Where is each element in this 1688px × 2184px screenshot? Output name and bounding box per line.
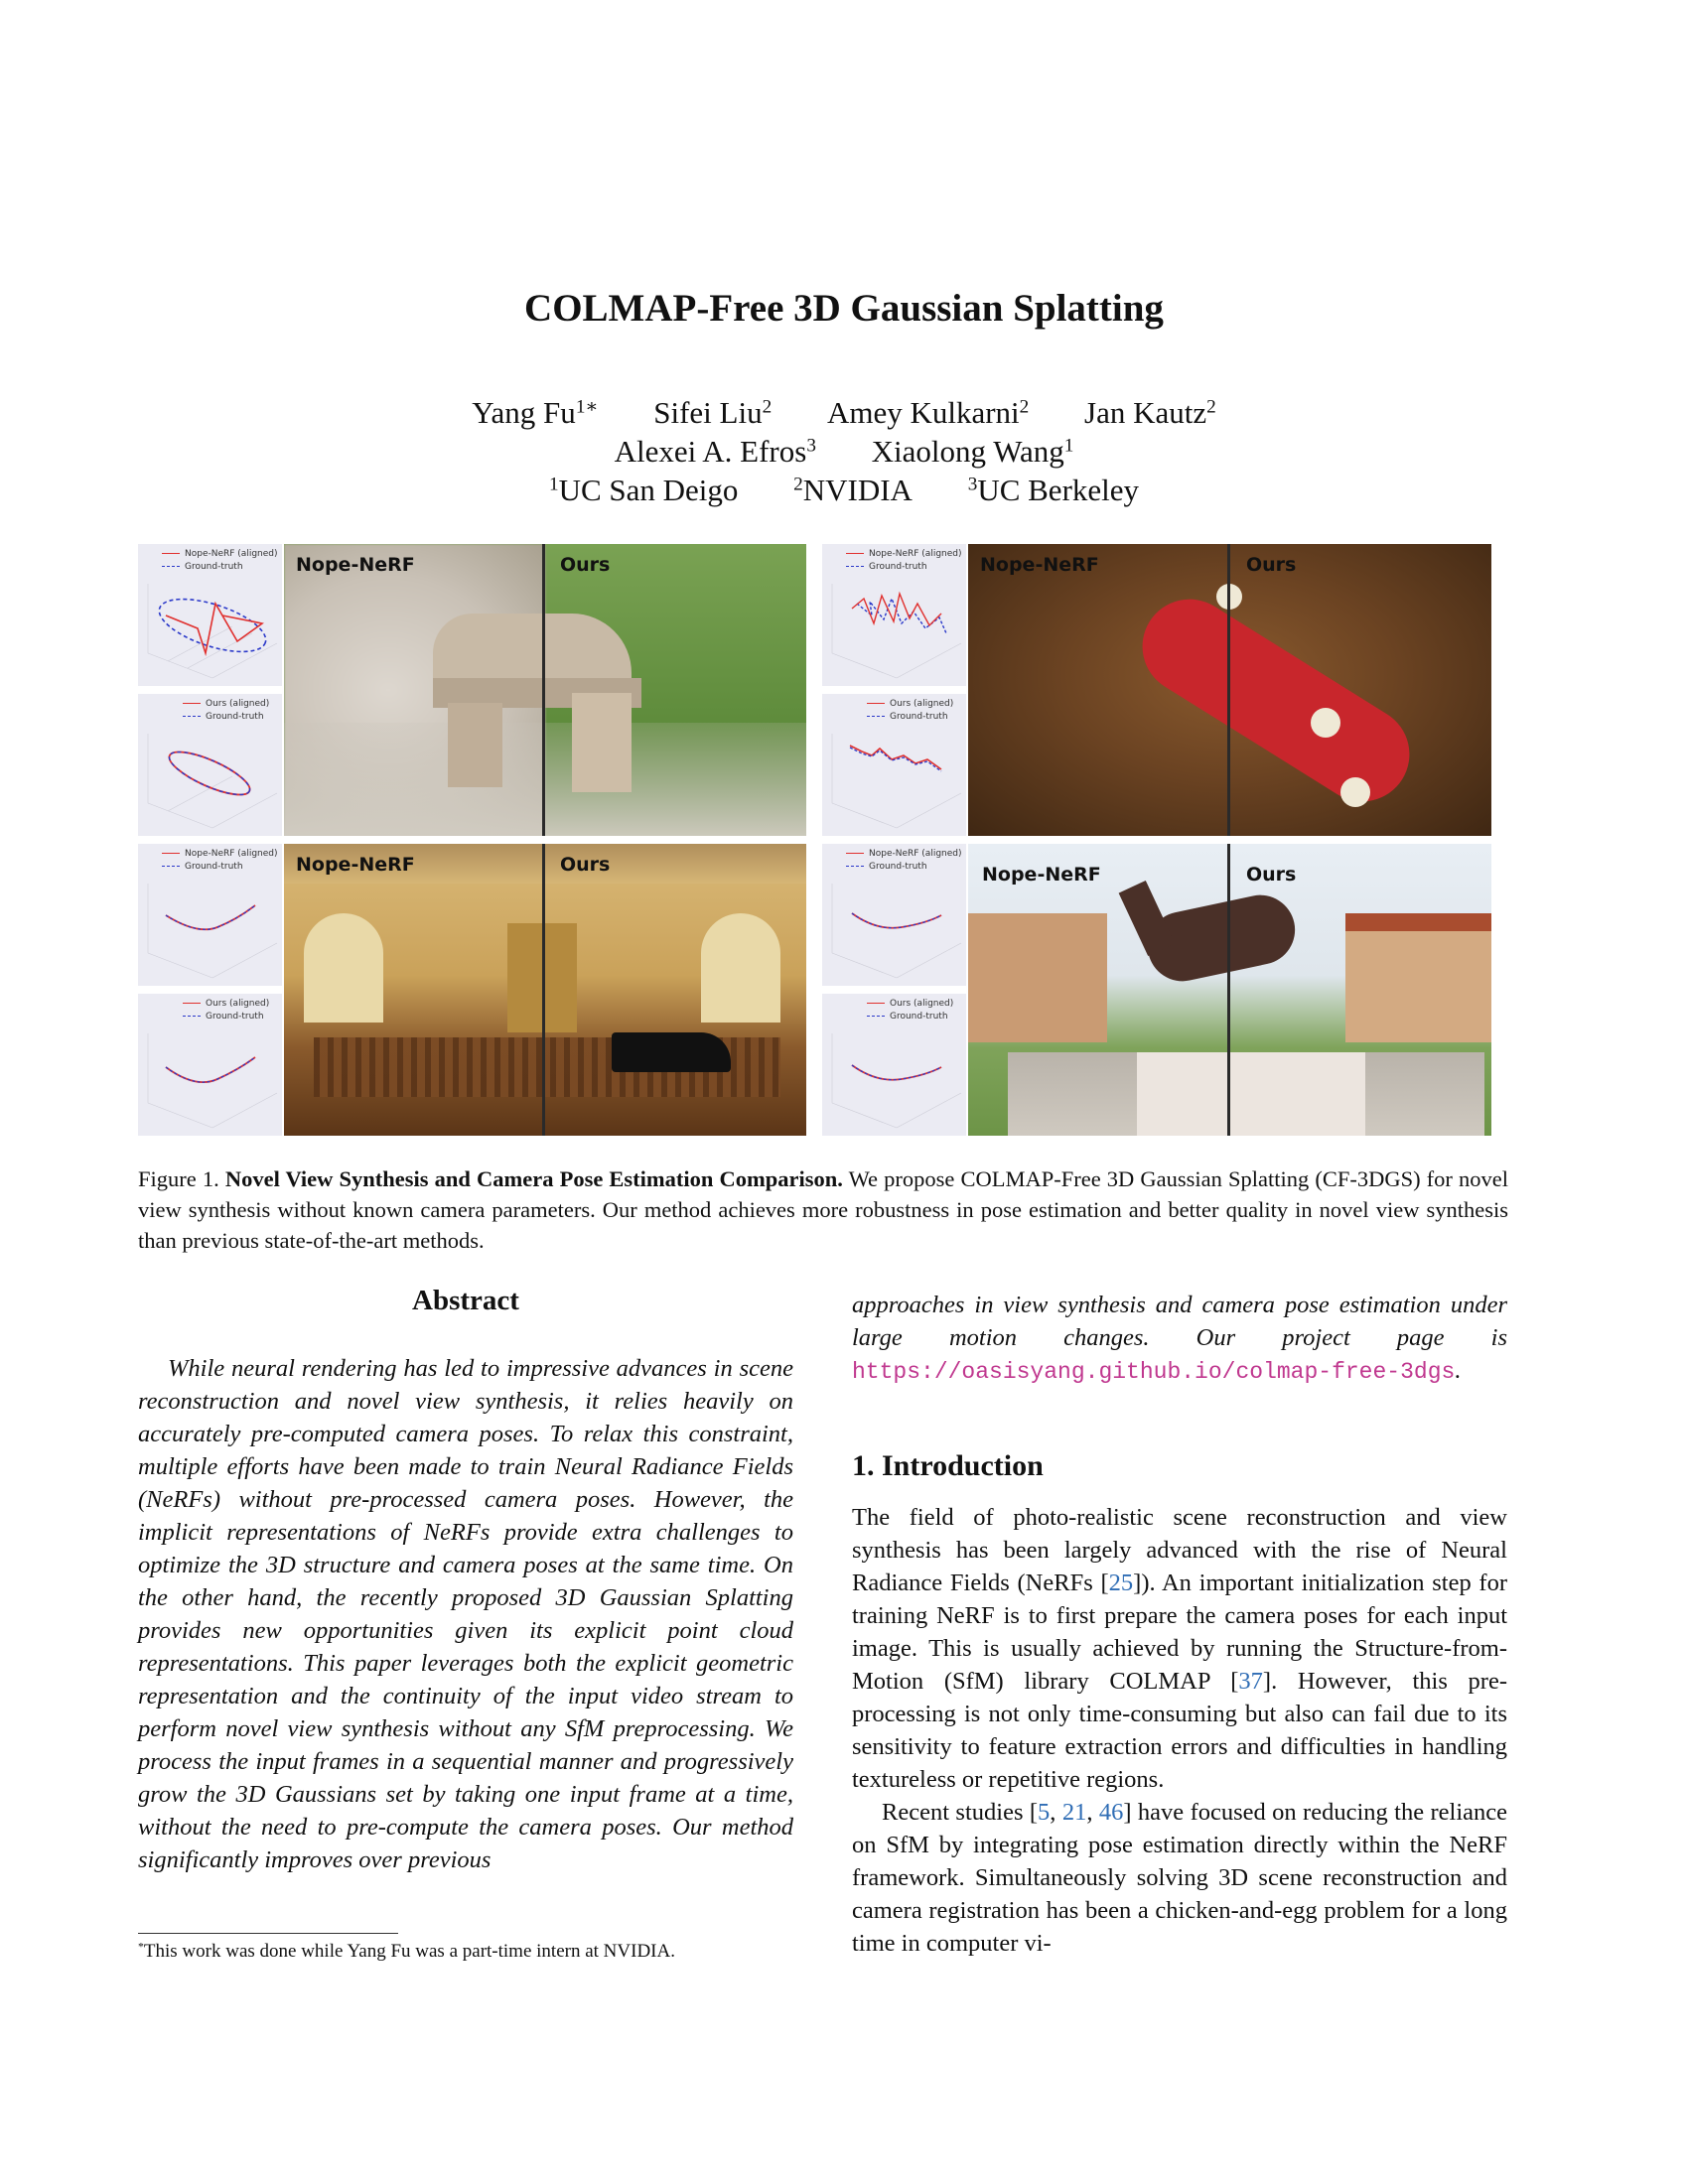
- pose-trajectory-plot: Ours (aligned) Ground-truth: [822, 994, 966, 1136]
- pose-trajectory-plot: Ours (aligned) Ground-truth: [138, 694, 282, 836]
- citation-link[interactable]: 5: [1038, 1799, 1051, 1826]
- citation-link[interactable]: 37: [1238, 1668, 1263, 1695]
- citation-link[interactable]: 46: [1098, 1799, 1124, 1826]
- author-list-row-1: [0, 395, 1688, 431]
- footnote: *This work was done while Yang Fu was a part-time intern at NVIDIA.: [138, 1940, 675, 1962]
- method-label-left: Nope-NeRF: [296, 854, 415, 876]
- method-label-left: Nope-NeRF: [980, 554, 1099, 576]
- method-label-left: Nope-NeRF: [982, 864, 1101, 886]
- figure-caption: Figure 1. Novel View Synthesis and Camera Pose Estimation Comparison. We propose COLMAP-Free 3D Gaussian Splatting (CF-3DGS) for novel view synthesis without known camera parameters. Our method achieves more robustness in pose estimation and better quality in novel view synthesis than previous state-of-the-art methods.: [138, 1166, 1509, 1253]
- church-scene-image: [284, 844, 806, 1136]
- affiliation: $^2$NVIDIA: [793, 473, 913, 507]
- pose-trajectory-plot: Nope-NeRF (aligned) Ground-truth: [822, 544, 966, 686]
- pose-trajectory-plot: Nope-NeRF (aligned) Ground-truth: [138, 544, 282, 686]
- author-name: Yang $Fu^{1∗}$: [472, 395, 599, 430]
- author-name: Alexei A. Efros$^3$: [614, 434, 816, 469]
- author-name: Sifei Liu$^2$: [653, 395, 773, 430]
- affiliation: $^3$UC Berkeley: [967, 473, 1140, 507]
- citation-link[interactable]: 25: [1108, 1570, 1134, 1596]
- author-list-row-2: [0, 434, 1688, 470]
- author-name: Amey Kulkarni$^2$: [826, 395, 1030, 430]
- pose-trajectory-plot: Nope-NeRF (aligned) Ground-truth: [138, 844, 282, 986]
- bench-scene-image: [284, 544, 806, 836]
- author-name: Xiaolong Wang$^1$: [871, 434, 1074, 469]
- introduction-paragraph-2: Recent studies [5, 21, 46] have focused on reducing the reliance on SfM by integrating pose estimation directly within the NeRF framework. Simultaneously solving 3D scene reconstruction and camera registration has been a chicken-and-egg problem for a long time in computer vi-: [852, 1799, 1508, 1957]
- method-label-right: Ours: [560, 554, 611, 576]
- abstract-heading: Abstract: [412, 1285, 519, 1316]
- footnote-rule: [138, 1933, 398, 1934]
- section-heading-introduction: 1. Introduction: [852, 1449, 1044, 1482]
- project-page-link[interactable]: https://oasisyang.github.io/colmap-free-3dgs: [852, 1359, 1456, 1385]
- skateboard-scene-image: [968, 544, 1491, 836]
- author-name: Jan Kautz$^2$: [1084, 395, 1216, 430]
- horse-statue-scene-image: [968, 844, 1491, 1136]
- citation-link[interactable]: 21: [1061, 1799, 1087, 1826]
- method-label-right: Ours: [1246, 554, 1297, 576]
- method-label-left: Nope-NeRF: [296, 554, 415, 576]
- pose-trajectory-plot: Ours (aligned) Ground-truth: [138, 994, 282, 1136]
- abstract-continued: approaches in view synthesis and camera pose estimation under large motion changes. Our project page is https://oasisyang.github.io/colmap-free-3dgs.: [852, 1292, 1507, 1385]
- method-label-right: Ours: [560, 854, 611, 876]
- paper-title: COLMAP-Free 3D Gaussian Splatting: [524, 287, 1164, 330]
- introduction-paragraph-1: The field of photo-realistic scene reconstruction and view synthesis has been largely advanced with the rise of Neural Radiance Fields (NeRFs [25]). An important initialization step for training NeRF is to first prepare the camera poses for each input image. This is usually achieved by running the Structure-from-Motion (SfM) library COLMAP [37]. However, this pre-processing is not only time-consuming but also can fail due to its sensitivity to feature extraction errors and difficulties in handling textureless or repetitive regions.: [852, 1504, 1508, 1793]
- abstract-body: While neural rendering has led to impressive advances in scene reconstruction and novel view synthesis, it relies heavily on accurately pre-computed camera poses. To relax this constraint, multiple efforts have been made to train Neural Radiance Fields (NeRFs) without pre-processed camera poses. However, the implicit representations of NeRFs provide extra challenges to optimize the 3D structure and camera poses at the same time. On the other hand, the recently proposed 3D Gaussian Splatting provides new opportunities given its explicit point cloud representations. This paper leverages both the explicit geometric representation and the continuity of the input video stream to perform novel view synthesis without any SfM preprocessing. We process the input frames in a sequential manner and progressively grow the 3D Gaussians set by taking one input frame at a time, without the need to pre-compute the camera poses. Our method significantly improves over previous: [138, 1355, 793, 1873]
- affiliation: $^1$UC San Deigo: [548, 473, 739, 507]
- pose-trajectory-plot: Nope-NeRF (aligned) Ground-truth: [822, 844, 966, 986]
- method-label-right: Ours: [1246, 864, 1297, 886]
- affiliations: [0, 473, 1688, 508]
- pose-trajectory-plot: Ours (aligned) Ground-truth: [822, 694, 966, 836]
